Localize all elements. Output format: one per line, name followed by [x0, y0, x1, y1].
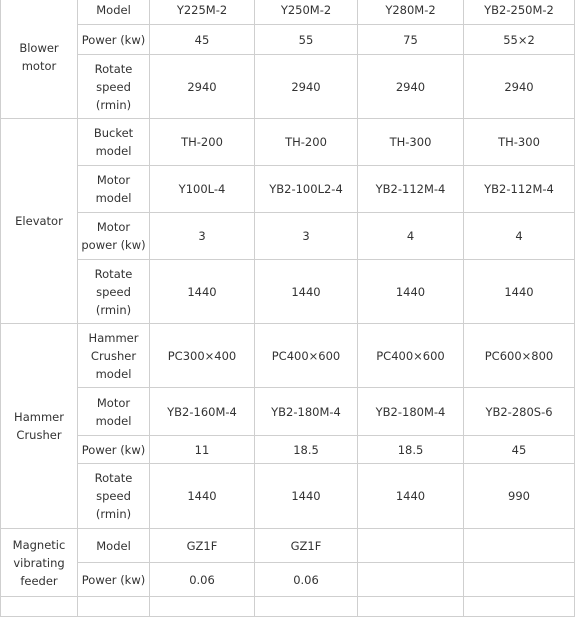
value-cell: GZ1F: [255, 529, 358, 563]
value-cell: 45: [464, 436, 575, 464]
value-cell: TH-300: [464, 119, 575, 166]
param-label: Power (kw): [78, 436, 150, 464]
value-cell: 990: [464, 464, 575, 529]
value-cell: [464, 529, 575, 563]
table-row: [1, 436, 575, 464]
value-cell: 4: [358, 213, 464, 260]
param-label: Rotate speed (rmin): [78, 260, 150, 324]
value-cell: 0.06: [150, 563, 255, 597]
value-cell: YB2-250M-2: [464, 0, 575, 25]
value-cell: YB2-180M-4: [255, 388, 358, 436]
section-label: Elevator: [1, 119, 78, 324]
value-cell: 1440: [358, 260, 464, 324]
table-row: [1, 563, 575, 597]
value-cell: [358, 529, 464, 563]
value-cell: 1440: [150, 464, 255, 529]
value-cell: 1440: [358, 464, 464, 529]
table-row: [1, 55, 575, 119]
param-label: Rotate speed (rmin): [78, 55, 150, 119]
value-cell: PC400×600: [358, 324, 464, 388]
value-cell: Y280M-2: [358, 0, 464, 25]
table-row: [1, 529, 575, 563]
table-row: [1, 166, 575, 213]
value-cell: 1440: [150, 260, 255, 324]
value-cell: 4: [464, 213, 575, 260]
value-cell: PC600×800: [464, 324, 575, 388]
value-cell: 3: [255, 213, 358, 260]
value-cell: GZ1F: [150, 529, 255, 563]
value-cell: TH-200: [255, 119, 358, 166]
value-cell: PC400×600: [255, 324, 358, 388]
param-label: Hammer Crusher model: [78, 324, 150, 388]
param-label: Motor power (kw): [78, 213, 150, 260]
param-label: Motor model: [78, 388, 150, 436]
table-row: [1, 119, 575, 166]
value-cell: 2940: [150, 55, 255, 119]
table-row: [1, 324, 575, 388]
param-label: Model: [78, 0, 150, 25]
value-cell: Y250M-2: [255, 0, 358, 25]
section-label: Magnetic vibrating feeder: [1, 529, 78, 597]
value-cell: 55×2: [464, 25, 575, 55]
value-cell: 1440: [255, 464, 358, 529]
value-cell: 2940: [464, 55, 575, 119]
param-label: Power (kw): [78, 563, 150, 597]
param-label: Motor model: [78, 166, 150, 213]
param-label: Rotate speed (rmin): [78, 464, 150, 529]
value-cell: YB2-180M-4: [358, 388, 464, 436]
table-row: [1, 0, 575, 25]
value-cell: [464, 563, 575, 597]
value-cell: 55: [255, 25, 358, 55]
section-label: Hammer Crusher: [1, 324, 78, 529]
value-cell: Y100L-4: [150, 166, 255, 213]
table-row: [1, 260, 575, 324]
value-cell: Y225M-2: [150, 0, 255, 25]
table-row: [1, 213, 575, 260]
value-cell: YB2-112M-4: [358, 166, 464, 213]
param-label: Power (kw): [78, 25, 150, 55]
value-cell: 45: [150, 25, 255, 55]
value-cell: 18.5: [358, 436, 464, 464]
table-row: [1, 597, 575, 617]
value-cell: 11: [150, 436, 255, 464]
value-cell: 18.5: [255, 436, 358, 464]
table-row: [1, 464, 575, 529]
table-row: [1, 388, 575, 436]
value-cell: 2940: [255, 55, 358, 119]
param-label: Model: [78, 529, 150, 563]
table-row: [1, 25, 575, 55]
value-cell: TH-200: [150, 119, 255, 166]
value-cell: TH-300: [358, 119, 464, 166]
value-cell: 2940: [358, 55, 464, 119]
value-cell: PC300×400: [150, 324, 255, 388]
value-cell: [358, 563, 464, 597]
value-cell: YB2-280S-6: [464, 388, 575, 436]
value-cell: 0.06: [255, 563, 358, 597]
section-label: Blower motor: [1, 0, 78, 119]
value-cell: 1440: [255, 260, 358, 324]
value-cell: 1440: [464, 260, 575, 324]
value-cell: YB2-112M-4: [464, 166, 575, 213]
value-cell: YB2-160M-4: [150, 388, 255, 436]
param-label: Bucket model: [78, 119, 150, 166]
value-cell: 3: [150, 213, 255, 260]
value-cell: 75: [358, 25, 464, 55]
value-cell: YB2-100L2-4: [255, 166, 358, 213]
